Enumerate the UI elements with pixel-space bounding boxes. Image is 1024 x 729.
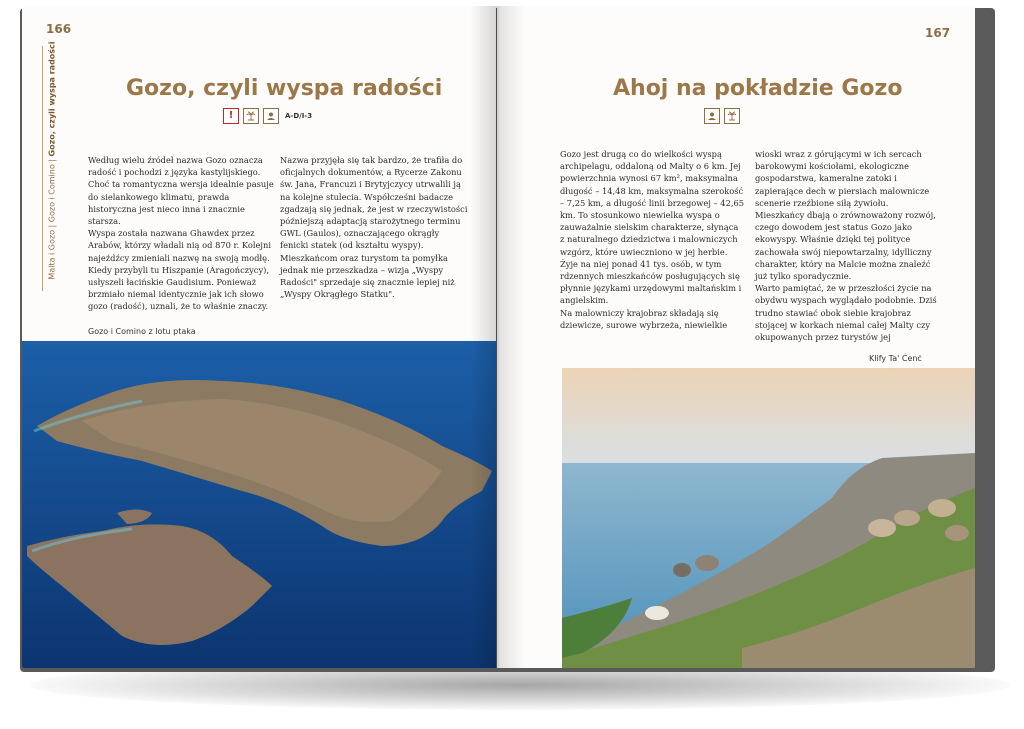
right-column-2 bbox=[755, 148, 940, 343]
paragraph: Na malowniczy krajobraz składają się dziewicze, surowe wybrzeża, niewielkie bbox=[560, 307, 728, 330]
paragraph: Warto pamiętać, że w przeszłości życie na obydwu wyspach wyglądało podobnie. Dziś trudno stawiać obok siebie krajobraz stojącej w korkach niemal całej Malty czy okupowanych przez turystów jej bbox=[755, 283, 937, 343]
side-running-header: Malta i Gozo | Gozo i Comino | Gozo, czyli wyspa radości bbox=[47, 41, 57, 280]
attraction-icons bbox=[223, 108, 312, 124]
left-page bbox=[22, 6, 496, 668]
cliffs-photo-ta-cenc bbox=[562, 368, 975, 668]
paragraph: Mieszkańcy dbają o zrównoważony rozwój, czego dowodem jest status Gozo jako ekowyspy. Właśnie dzięki tej polityce zachowała swój niepowtarzalny, idylliczny charakter, który na Malcie można znaleźć już tylko sporadycznie. bbox=[755, 210, 936, 282]
page-title-left: Gozo, czyli wyspa radości bbox=[126, 76, 443, 101]
left-column-1 bbox=[88, 154, 278, 313]
left-column-2 bbox=[280, 154, 470, 300]
palm-tree-icon bbox=[243, 108, 259, 124]
right-page bbox=[497, 6, 975, 668]
photo-caption-left: Gozo i Comino z lotu ptaka bbox=[88, 327, 196, 336]
right-column-1 bbox=[560, 148, 745, 331]
warning-icon: ! bbox=[223, 108, 239, 124]
paragraph: Żyje na niej ponad 41 tys. osób, w tym rdzennych mieszkańców posługujących się płynnie językami urzędowymi maltańskim i angielskim. bbox=[560, 258, 742, 306]
paragraph: Wyspa została nazwana Ghawdex przez Arabów, którzy władali nią od 870 r. Kolejni najeźdźcy zmieniali nazwę na swoją modłę. Kiedy przybyli tu Hiszpanie (Aragończycy), usłyszeli łacińskie Gaudisium. Ponieważ brzmiało niemal identycznie jak ich słowo gozo (radość), uznali, że to właśnie znaczy. bbox=[88, 228, 271, 312]
photo-icon bbox=[704, 108, 720, 124]
paragraph: Gozo jest drugą co do wielkości wyspą archipelagu, oddaloną od Malty o 6 km. Jej powierzchnia wynosi 67 km², maksymalna długość – 14,48 km, maksymalna szerokość – 7,25 km, a długość linii brzegowej – 42,65 km. To stosunkowo niewielka wyspa o zauważalnie sielskim charakterze, słynąca z naturalnego dziedzictwa i malowniczych wzgórz, które uwieczniono w jej herbie. bbox=[560, 149, 745, 257]
side-divider bbox=[42, 46, 43, 291]
page-title-right: Ahoj na pokładzie Gozo bbox=[613, 76, 903, 101]
palm-tree-icon bbox=[724, 108, 740, 124]
page-number-right: 167 bbox=[925, 26, 951, 40]
map-grid-code: A-D/I-3 bbox=[285, 112, 313, 120]
page-number-left: 166 bbox=[46, 22, 72, 36]
paragraph: wioski wraz z górującymi w ich sercach barokowymi kościołami, ekologiczne gospodarstwa, kameralne zatoki i zapierające dech w piersiach malownicze scenerie rzeźbione siłą żywiołu. bbox=[755, 149, 930, 208]
photo-icon bbox=[263, 108, 279, 124]
attraction-icons bbox=[704, 108, 740, 124]
paragraph: Nazwa przyjęła się tak bardzo, że trafiła do oficjalnych dokumentów, a Rycerze Zakonu św. Jana, Francuzi i Brytyjczycy utrwalili ją na kolejne stulecia. Współcześni badacze zgadzają się jednak, że jest w rzeczywistości późniejszą adaptacją starożytnego terminu GWL (Gaulos), oznaczającego okrągły fenicki statek (od kształtu wyspy). Mieszkańcom oraz turystom ta pomyłka jednak nie przeszkadza – wizja „Wyspy Radości" sprzedaje się znacznie lepiej niż „Wyspy Okrągłego Statku". bbox=[280, 155, 468, 300]
paragraph: Według wielu źródeł nazwa Gozo oznacza radość i pochodzi z języka kastylijskiego. Choć ta romantyczna wersja idealnie pasuje do sielankowego klimatu, prawda historyczna jest nieco inna i znacznie starsza. bbox=[88, 155, 274, 227]
photo-caption-right: Klify Ta' Ċenċ bbox=[869, 354, 922, 363]
aerial-photo-gozo-comino bbox=[22, 341, 496, 668]
